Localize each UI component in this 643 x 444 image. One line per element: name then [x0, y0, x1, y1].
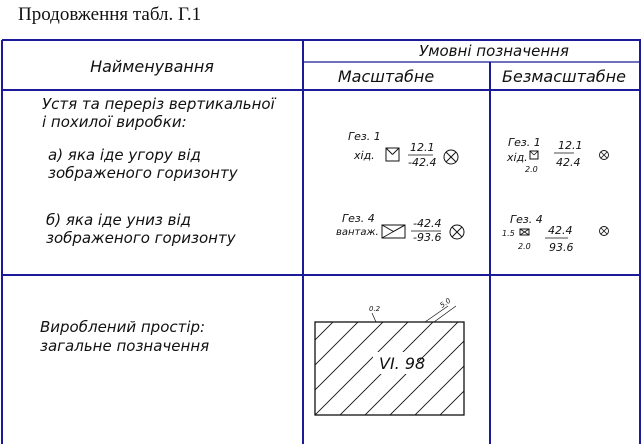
unscaled-b-dim: 2.0 — [518, 242, 531, 251]
unscaled-b-bottom: 93.6 — [549, 241, 574, 254]
worked-space-symbol — [225, 296, 545, 430]
unscaled-b-dim-left: 1.5 — [502, 229, 515, 238]
unscaled-a-label1: Гез. 1 — [508, 136, 541, 149]
header-scaled: Масштабне — [337, 67, 435, 86]
scaled-a-label1: Гез. 1 — [348, 130, 381, 143]
scaled-a-label2: хід. — [354, 149, 375, 162]
scaled-symbol-a — [348, 130, 458, 169]
row1-sub-b-line1: б) яка іде униз від — [46, 211, 192, 229]
unscaled-a-label2: хід. — [507, 151, 528, 164]
unscaled-b-top: 42.4 — [548, 224, 573, 237]
row2-title-line2: загальне позначення — [40, 337, 210, 355]
unscaled-a-dim: 2.0 — [525, 165, 538, 174]
row1-title-line2: і похилої виробки: — [42, 113, 187, 131]
unscaled-symbol-a — [506, 136, 609, 174]
scaled-b-bottom: -93.6 — [413, 231, 442, 244]
row2-title-line1: Вироблений простір: — [40, 318, 206, 336]
table-caption: Продовження табл. Г.1 — [18, 4, 202, 25]
scaled-b-top: -42.4 — [413, 217, 442, 230]
scaled-symbol-b — [336, 212, 464, 244]
scaled-a-bottom: -42.4 — [408, 156, 437, 169]
row1-sub-a-line1: а) яка іде угору від — [48, 146, 201, 164]
header-name: Найменування — [90, 57, 214, 76]
unscaled-b-label1: Гез. 4 — [510, 213, 543, 226]
header-unscaled: Безмасштабне — [502, 67, 626, 86]
row1-sub-b-line2: зображеного горизонту — [46, 229, 236, 247]
row1-title-line1: Устя та переріз вертикальної — [42, 95, 275, 113]
worked-space-label: VI. 98 — [379, 354, 426, 373]
unscaled-a-top: 12.1 — [558, 139, 583, 152]
header-symbols: Умовні позначення — [419, 42, 569, 60]
unscaled-a-bottom: 42.4 — [556, 156, 581, 169]
dim-right: 5.0 — [438, 296, 453, 310]
unscaled-symbol-b — [502, 213, 609, 254]
scaled-b-label1: Гез. 4 — [342, 212, 375, 225]
dim-left: 0.2 — [369, 305, 381, 313]
scaled-a-top: 12.1 — [410, 141, 435, 154]
row1-sub-a-line2: зображеного горизонту — [48, 164, 238, 182]
scaled-b-label2: вантаж. — [336, 227, 379, 238]
